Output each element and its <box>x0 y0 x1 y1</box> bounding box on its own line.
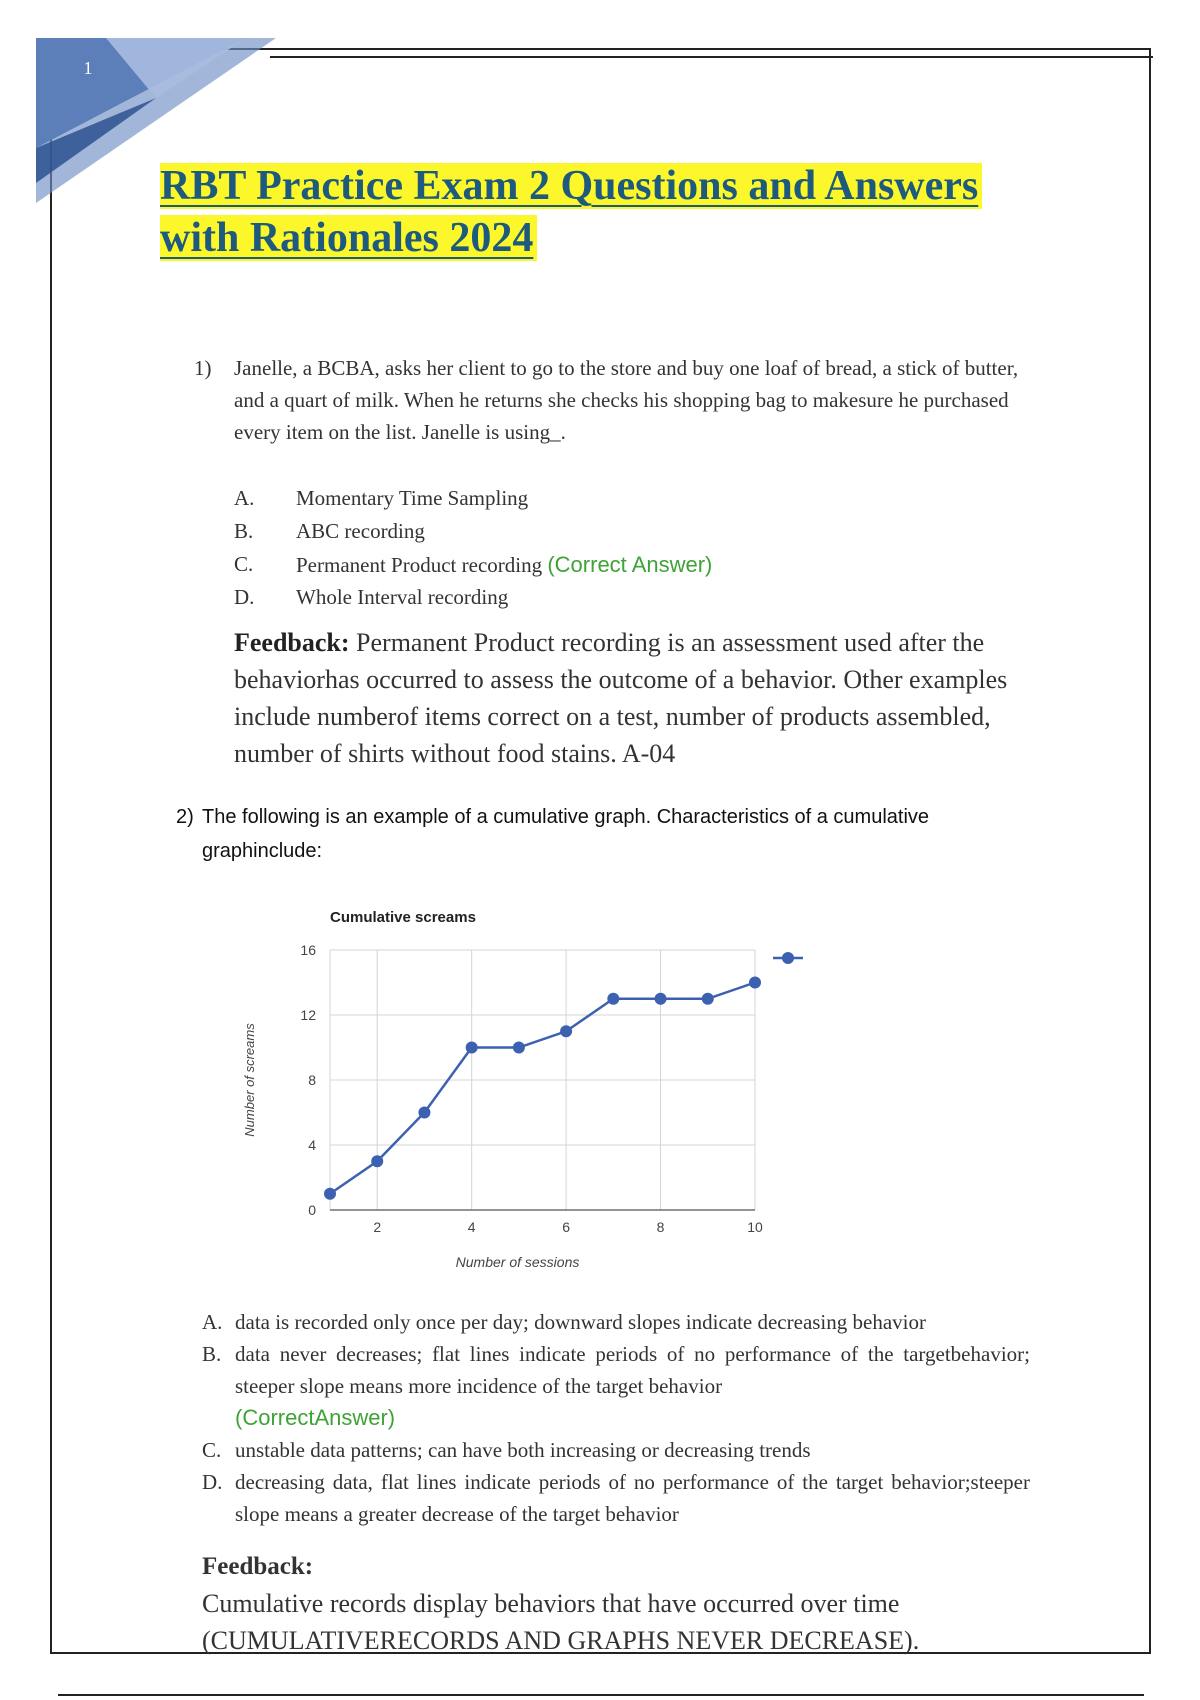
page-border-top <box>270 56 1153 58</box>
x-tick-label: 8 <box>656 1219 665 1235</box>
data-point <box>466 1042 478 1054</box>
option-text: unstable data patterns; can have both increasing or decreasing trends <box>235 1438 811 1462</box>
page-title <box>160 160 1060 264</box>
option-letter: A. <box>202 1310 223 1334</box>
x-tick-label: 4 <box>467 1219 476 1235</box>
y-tick-label: 16 <box>300 942 316 958</box>
x-tick-label: 2 <box>373 1219 382 1235</box>
data-point <box>607 993 619 1005</box>
option-text: Momentary Time Sampling <box>296 486 529 510</box>
legend-marker <box>782 952 794 964</box>
y-tick-label: 12 <box>300 1007 316 1023</box>
page-number: 1 <box>83 58 93 78</box>
option-letter: B. <box>202 1342 222 1366</box>
feedback-label: Feedback: <box>202 1553 314 1580</box>
option-letter: D. <box>234 585 255 609</box>
data-point <box>560 1025 572 1037</box>
correct-answer-tag: (Correct Answer) <box>547 552 713 577</box>
question-2-options <box>202 1306 1030 1530</box>
feedback-label: Feedback: <box>234 628 350 657</box>
question-number: 2) <box>176 806 194 828</box>
question-1-feedback <box>234 624 1024 772</box>
data-point <box>513 1042 525 1054</box>
correct-answer-tag: (CorrectAnswer) <box>235 1405 396 1430</box>
option-text: ABC recording <box>296 519 425 543</box>
option-c <box>202 1434 1030 1466</box>
y-tick-label: 4 <box>308 1137 316 1153</box>
y-tick-label: 8 <box>308 1072 316 1088</box>
option-letter: A. <box>234 486 255 510</box>
data-point <box>702 993 714 1005</box>
question-text: Janelle, a BCBA, asks her client to go to the store and buy one loaf of bread, a stick of butter, and a quart of milk. When he returns she checks his shopping bag to makesure he purchased every item on the list. Janelle is using_. <box>234 356 1019 444</box>
option-letter: C. <box>202 1438 222 1462</box>
option-text: data never decreases; flat lines indicate periods of no performance of the targetbehavior; steeper slope means more incidence of the target behavior <box>235 1342 1030 1398</box>
question-2 <box>176 800 936 868</box>
option-text: Whole Interval recording <box>296 585 509 609</box>
footer-rule <box>58 1694 1144 1696</box>
x-axis-label: Number of sessions <box>455 1254 580 1270</box>
feedback-text: Cumulative records display behaviors that have occurred over time (CUMULATIVERECORDS AND GRAPHS NEVER DECREASE). <box>202 1589 920 1655</box>
option-a <box>202 1306 1030 1338</box>
cumulative-screams-chart <box>230 890 830 1280</box>
option-d <box>202 1466 1030 1530</box>
x-tick-label: 10 <box>747 1219 763 1235</box>
data-point <box>324 1188 336 1200</box>
option-text: Permanent Product recording <box>296 553 543 577</box>
option-text: data is recorded only once per day; downward slopes indicate decreasing behavior <box>235 1310 926 1334</box>
x-tick-label: 6 <box>562 1219 571 1235</box>
data-point <box>749 977 761 989</box>
question-text: The following is an example of a cumulative graph. Characteristics of a cumulative graphinclude: <box>202 806 930 862</box>
series-line <box>330 983 755 1194</box>
option-letter: D. <box>202 1470 223 1494</box>
title-line-2: with Rationales 2024 <box>160 215 537 261</box>
question-number: 1) <box>194 356 212 380</box>
data-point <box>655 993 667 1005</box>
option-letter: C. <box>234 552 254 576</box>
question-2-feedback <box>202 1548 1030 1659</box>
option-b <box>202 1338 1030 1434</box>
chart-title: Cumulative screams <box>330 909 476 926</box>
title-line-1: RBT Practice Exam 2 Questions and Answers <box>160 163 982 209</box>
y-axis-label: Number of screams <box>242 1023 257 1137</box>
question-1 <box>194 352 1024 448</box>
option-letter: B. <box>234 519 254 543</box>
y-tick-label: 0 <box>308 1202 316 1218</box>
data-point <box>371 1155 383 1167</box>
feedback-text: Permanent Product recording is an assessment used after the behaviorhas occurred to assess the outcome of a behavior. Other examples include numberof items correct on a test, number of products assembled, number of shirts without food stains. A-04 <box>234 628 1008 768</box>
option-c-text-wrap <box>296 548 712 582</box>
data-point <box>418 1107 430 1119</box>
option-text: decreasing data, flat lines indicate periods of no performance of the target behavior;steeper slope means a greater decrease of the target behavior <box>235 1470 1030 1526</box>
